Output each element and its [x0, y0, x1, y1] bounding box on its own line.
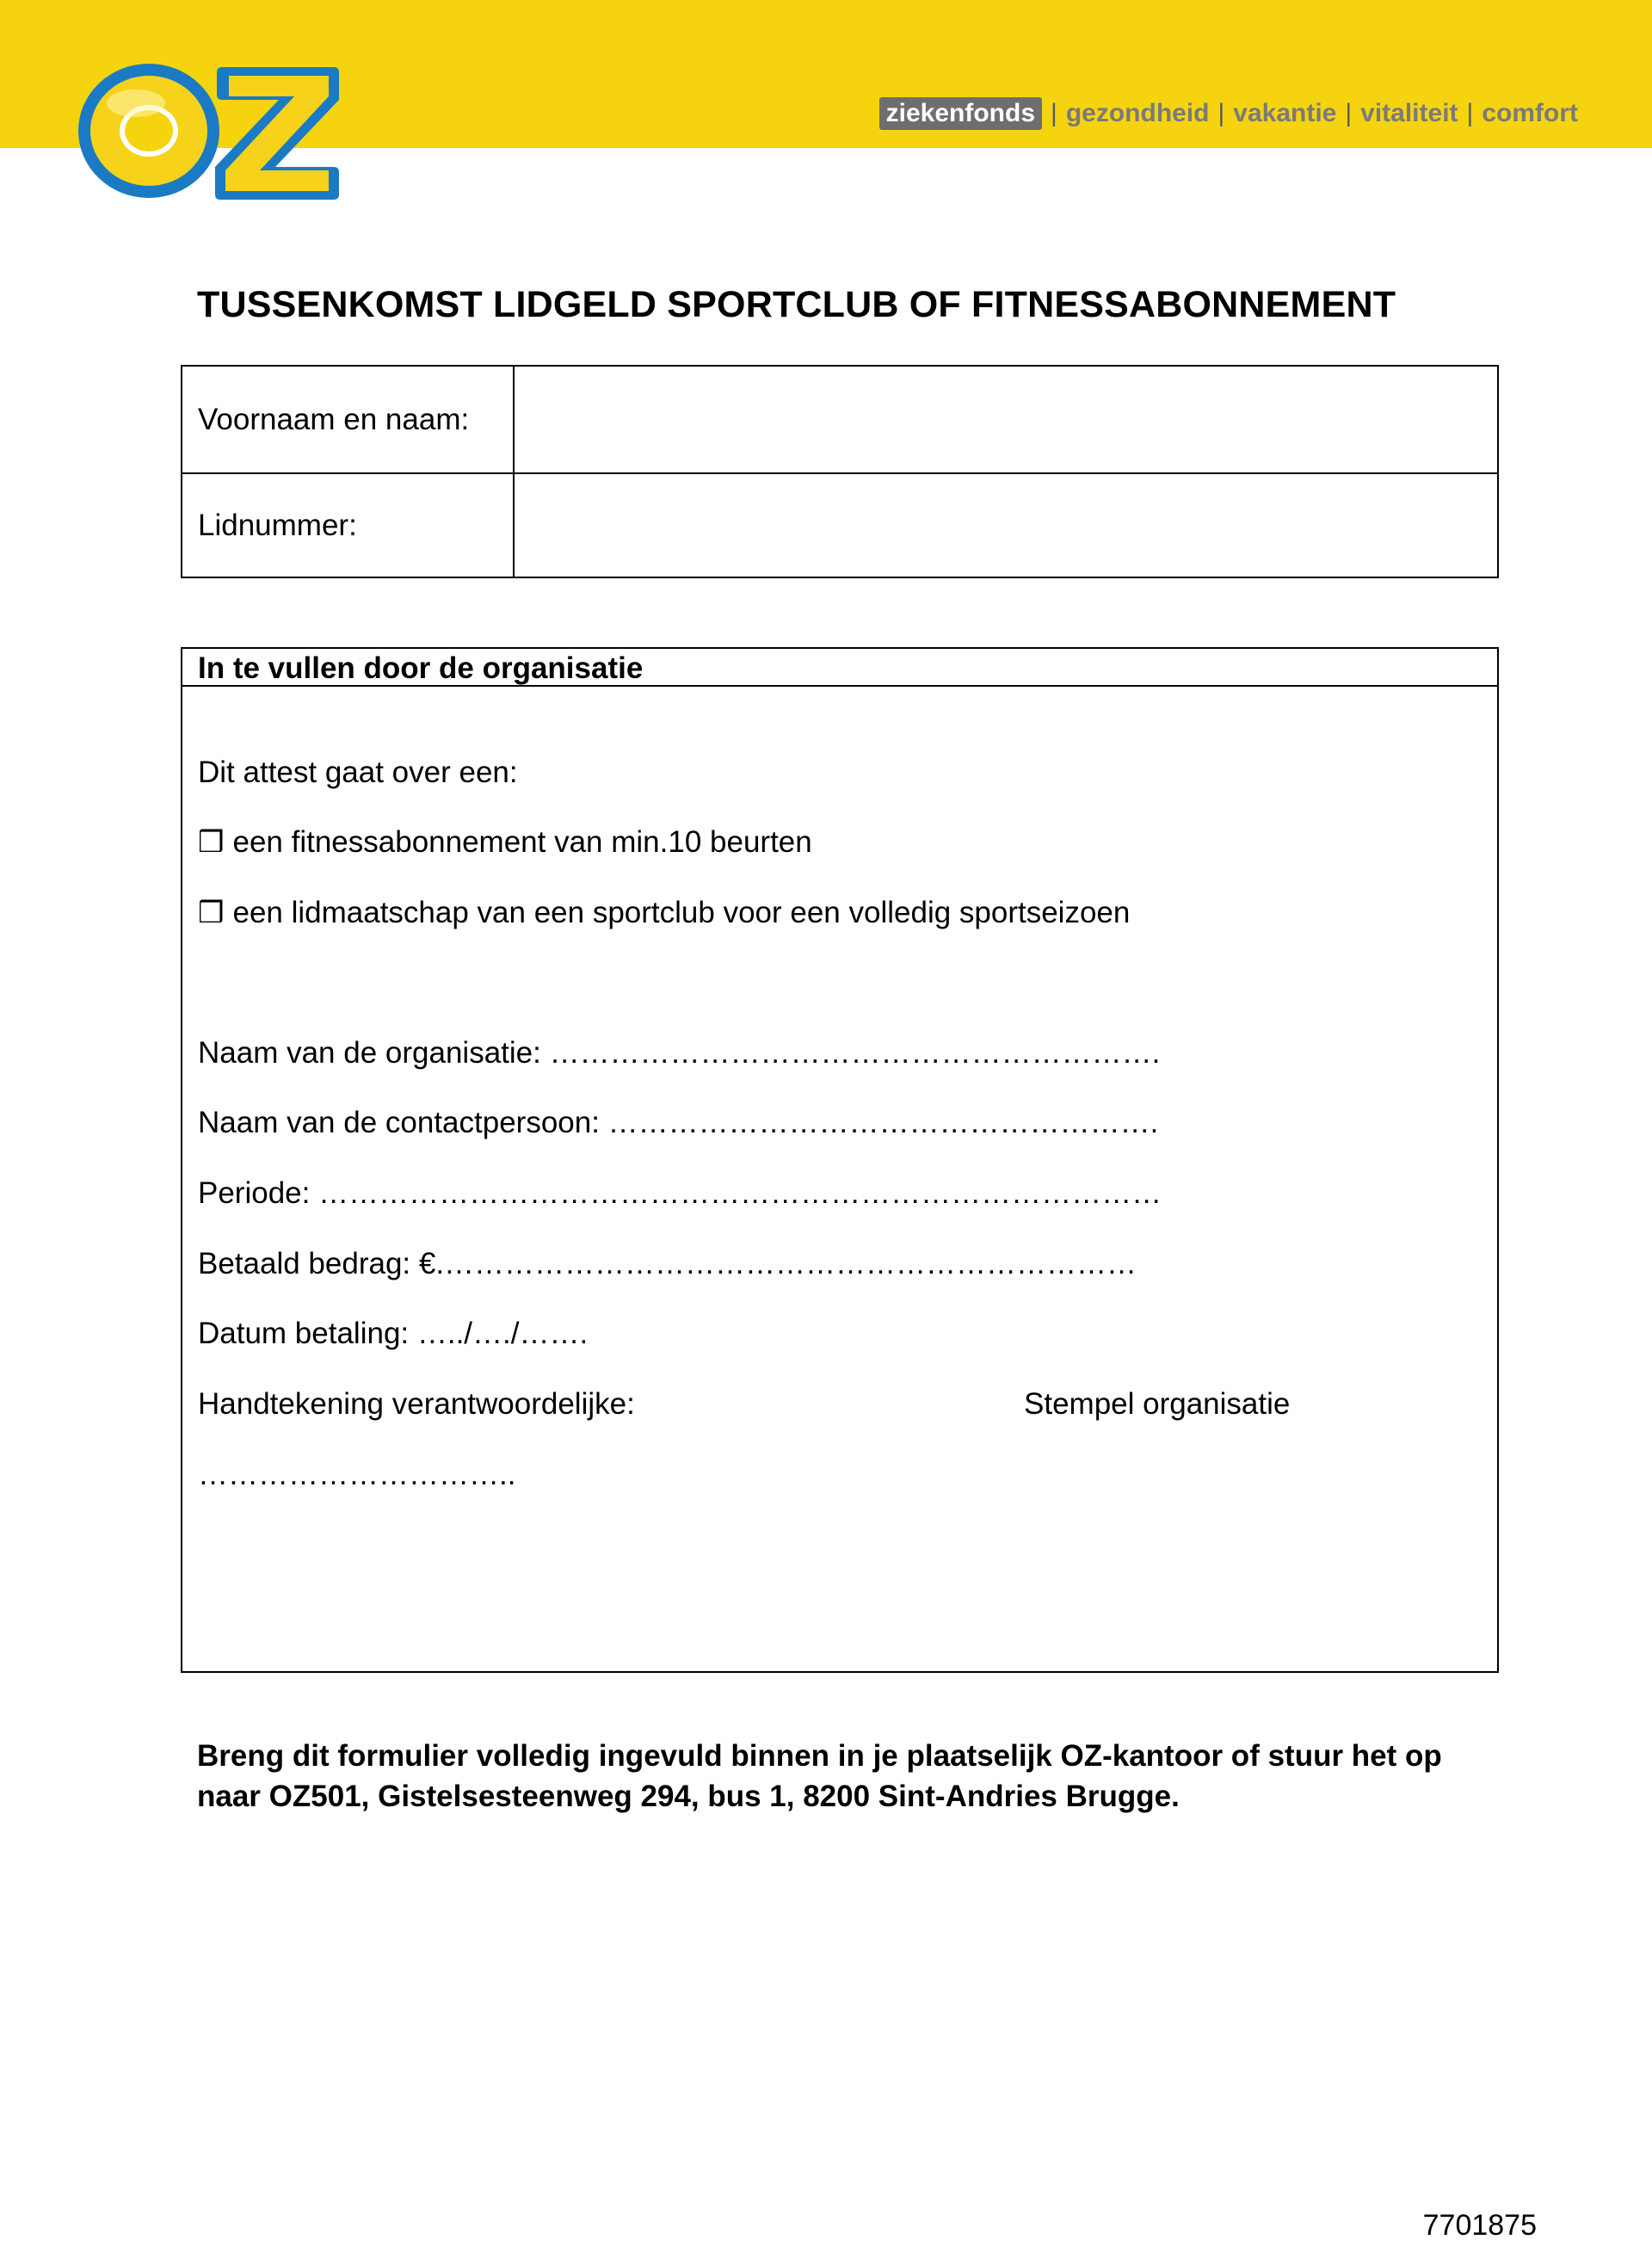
member-table	[181, 365, 1499, 578]
attest-intro: Dit attest gaat over een:	[198, 756, 518, 789]
member-row-number	[182, 472, 1497, 578]
tagline-comfort: comfort	[1482, 99, 1578, 127]
organisation-section	[181, 647, 1499, 1673]
signature-label: Handtekening verantwoordelijke:	[198, 1387, 635, 1421]
member-number-field[interactable]	[518, 472, 1497, 578]
organisation-heading-row	[182, 649, 1497, 687]
option-sportclub[interactable]	[198, 896, 1130, 930]
field-payment-date[interactable]: Datum betaling: …../…./…….	[198, 1317, 589, 1350]
field-org-name[interactable]: Naam van de organisatie: …………………………………………………….	[198, 1036, 1161, 1070]
member-row-name	[182, 367, 1497, 474]
signature-line[interactable]: …………………………..	[198, 1458, 516, 1491]
field-contact-person[interactable]: Naam van de contactpersoon: ……………………………………………….	[198, 1106, 1159, 1139]
page-title: TUSSENKOMST LIDGELD SPORTCLUB OF FITNESSABONNEMENT	[197, 284, 1396, 325]
oz-logo	[76, 60, 342, 207]
checkbox-icon[interactable]: ❒	[198, 826, 225, 859]
option-fitness[interactable]	[198, 825, 812, 860]
field-amount[interactable]: Betaald bedrag: €.……………………………………………………………	[198, 1247, 1137, 1280]
submission-instructions: Breng dit formulier volledig ingevuld binnen in je plaatselijk OZ-kantoor of stuur het op naar OZ501, Gistelsesteenweg 294, bus 1, 8200 Sint-Andries Brugge.	[197, 1739, 1442, 1813]
option-fitness-label: een fitnessabonnement van min.10 beurten	[232, 825, 812, 859]
organisation-heading: In te vullen door de organisatie	[198, 651, 644, 685]
name-label: Voornaam en naam:	[198, 403, 470, 436]
name-field[interactable]	[518, 367, 1497, 472]
tagline-vakantie: vakantie	[1233, 99, 1337, 127]
member-number-label: Lidnummer:	[198, 509, 357, 542]
tagline-gezondheid: gezondheid	[1065, 99, 1210, 127]
field-period[interactable]: Periode: …………………………………………………………………………	[198, 1176, 1162, 1210]
table-divider	[513, 367, 515, 577]
tagline-ziekenfonds: ziekenfonds	[879, 97, 1042, 130]
option-sportclub-label: een lidmaatschap van een sportclub voor een volledig sportseizoen	[232, 896, 1131, 929]
header-tagline: ziekenfonds | gezondheid | vakantie | vitaliteit | comfort	[879, 96, 1578, 131]
document-code: 7701875	[1422, 2209, 1537, 2242]
tagline-vitaliteit: vitaliteit	[1360, 99, 1458, 127]
stamp-label: Stempel organisatie	[1024, 1387, 1291, 1421]
checkbox-icon[interactable]: ❒	[198, 897, 225, 929]
